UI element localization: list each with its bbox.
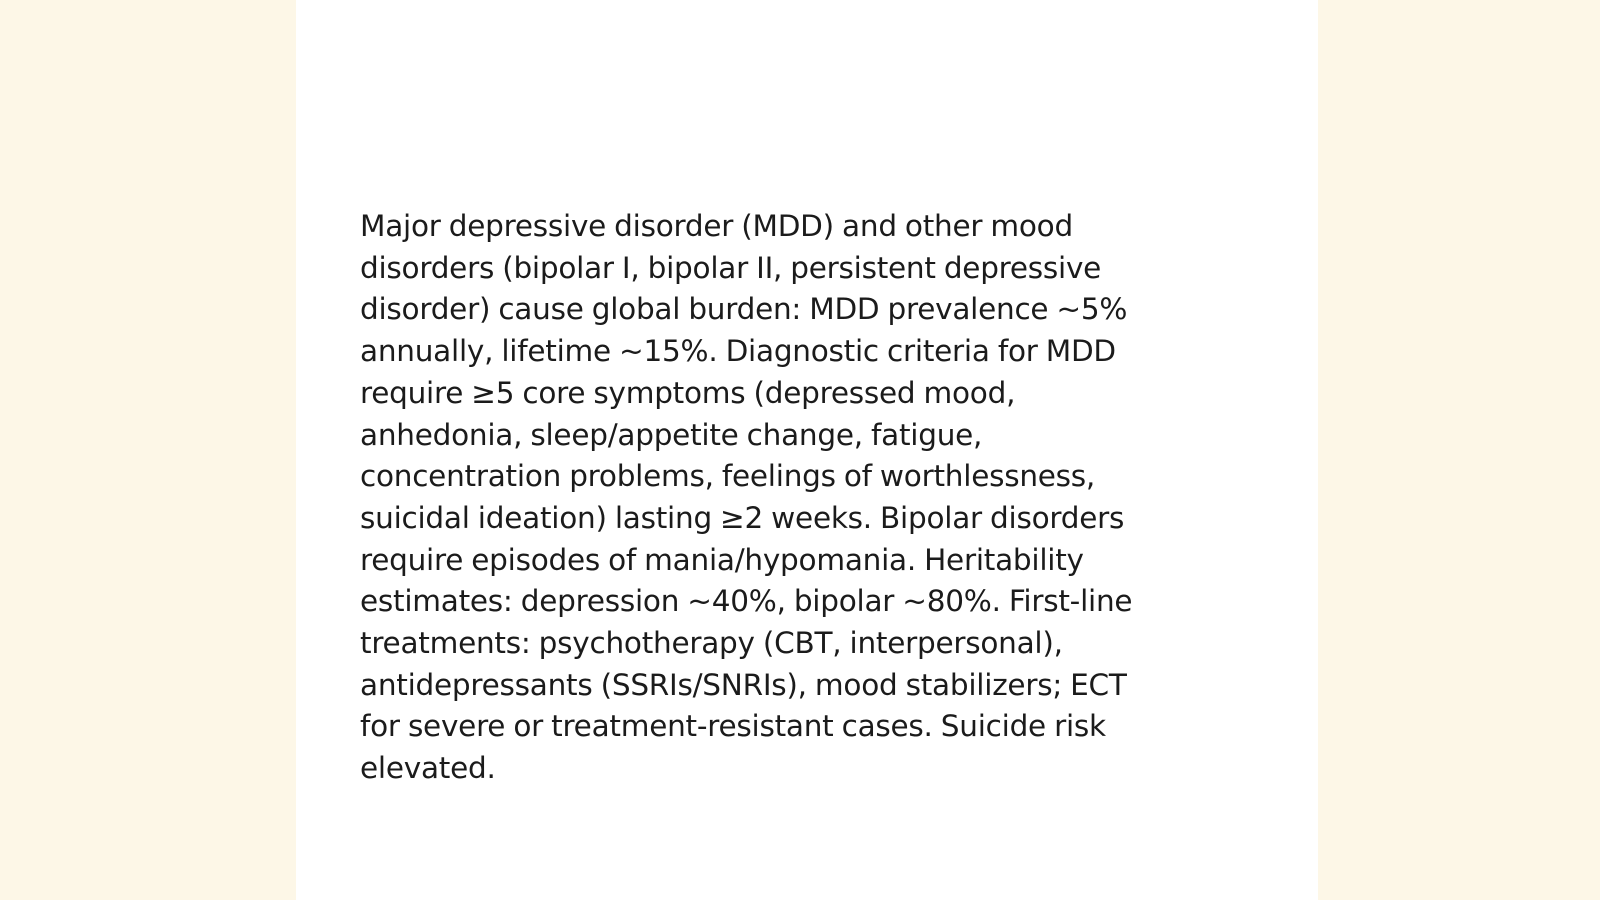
paragraph-line: Major depressive disorder (MDD) and other mood — [360, 209, 1073, 243]
body-paragraph — [360, 206, 1240, 790]
paragraph-line: concentration problems, feelings of worthlessness, — [360, 459, 1096, 494]
paragraph-line: treatments: psychotherapy (CBT, interpersonal), — [360, 626, 1063, 661]
paragraph-line: elevated. — [360, 751, 496, 786]
paragraph-line: disorders (bipolar I, bipolar II, persistent depressive — [360, 250, 1102, 285]
paragraph-line: suicidal ideation) lasting ≥2 weeks. Bipolar disorders — [360, 500, 1125, 535]
paragraph-line: require ≥5 core symptoms (depressed mood, — [360, 375, 1016, 410]
paragraph-line: for severe or treatment-resistant cases. Suicide risk — [360, 709, 1106, 744]
paragraph-line: disorder) cause global burden: MDD prevalence ~5% — [360, 292, 1128, 327]
paragraph-line: estimates: depression ~40%, bipolar ~80%. First-line — [360, 584, 1133, 619]
paragraph-line: annually, lifetime ~15%. Diagnostic criteria for MDD — [360, 334, 1116, 369]
document-page — [296, 0, 1318, 900]
paragraph-line: anhedonia, sleep/appetite change, fatigue, — [360, 417, 983, 452]
paragraph-line: require episodes of mania/hypomania. Heritability — [360, 542, 1084, 577]
paragraph-line: antidepressants (SSRIs/SNRIs), mood stabilizers; ECT — [360, 667, 1127, 702]
